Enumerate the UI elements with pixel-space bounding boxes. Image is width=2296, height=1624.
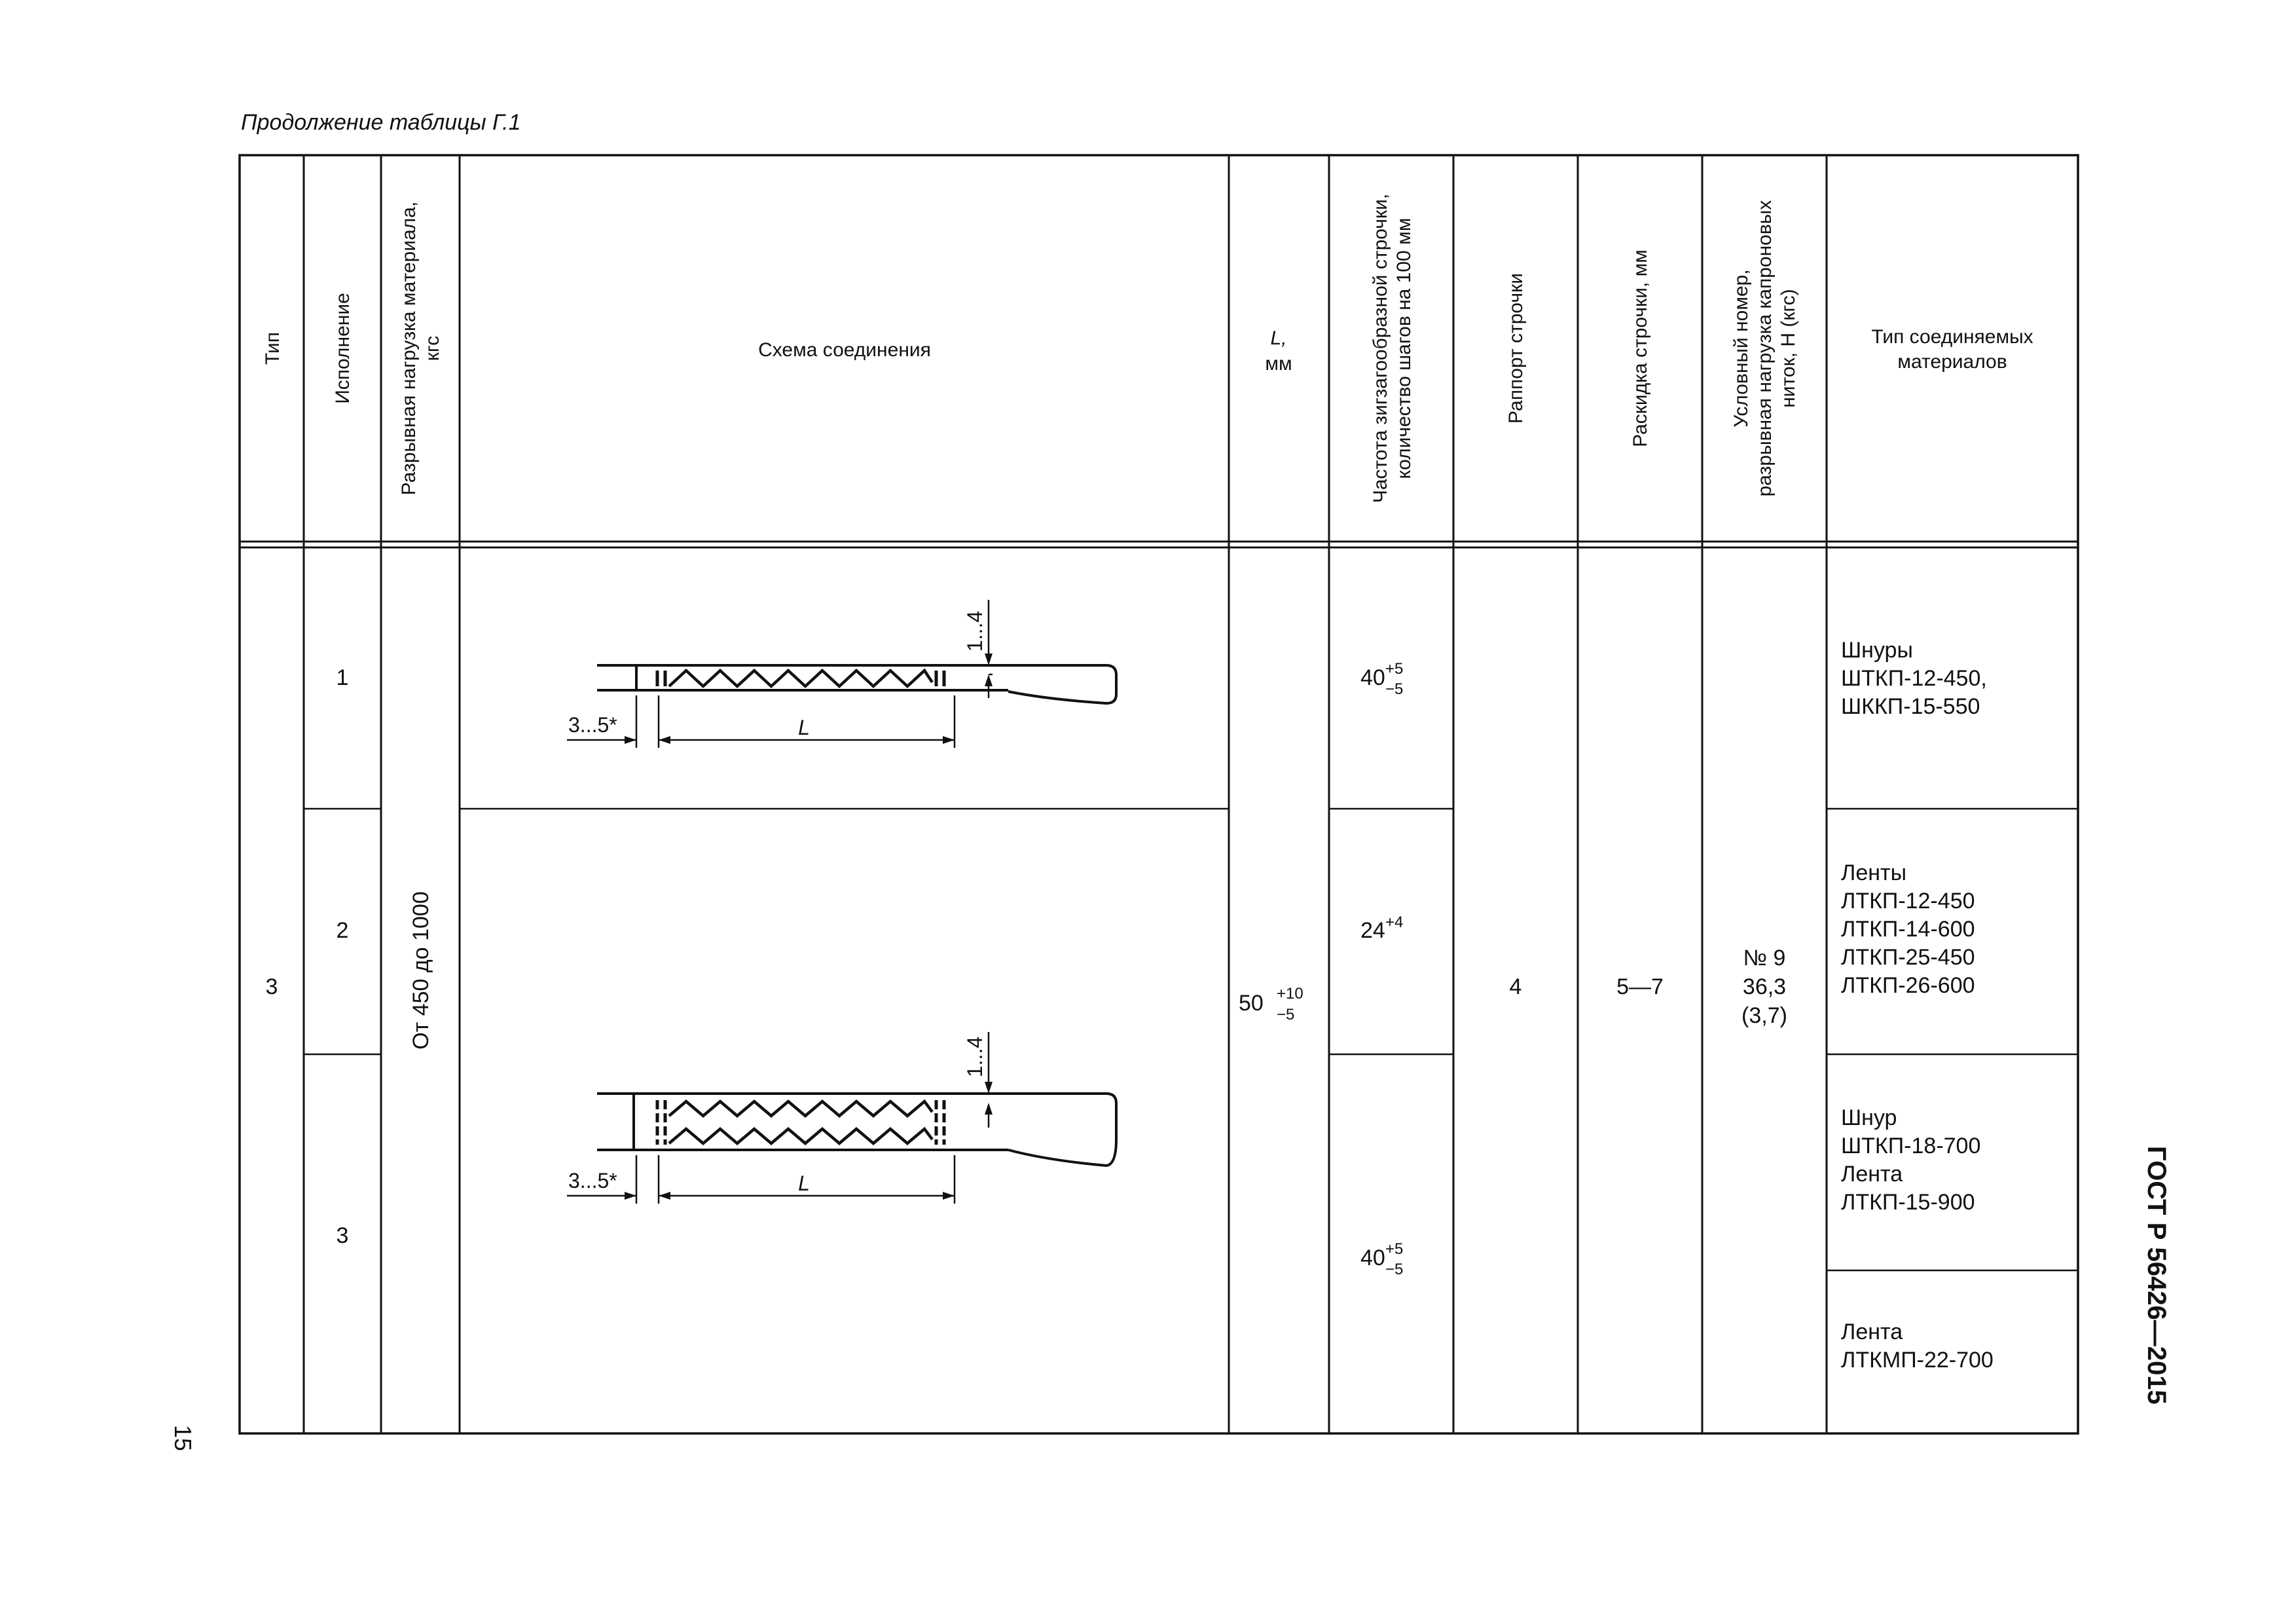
header-freq-line2: количество шагов на 100 мм — [1393, 217, 1415, 479]
scheme2-length-label: L — [798, 1172, 810, 1195]
cell-materials-3a-line3: Лента — [1841, 1162, 1903, 1187]
header-L: L, — [1270, 327, 1287, 349]
cell-materials-2-line4: ЛТКП-25-450 — [1841, 945, 1975, 970]
cell-L-sub: −5 — [1277, 1006, 1295, 1024]
scheme2-height-label: 1...4 — [963, 1036, 987, 1078]
cell-materials-3b-line1: Лента — [1841, 1320, 1903, 1344]
header-load-line1: Разрывная нагрузка материала, — [398, 201, 420, 496]
header-type: Тип — [262, 331, 283, 365]
cell-freq-3-sup: +5 — [1385, 1240, 1404, 1258]
header-rapport: Раппорт строчки — [1505, 273, 1527, 424]
cell-L-base: 50 — [1239, 991, 1264, 1016]
header-spread: Раскидка строчки, мм — [1630, 249, 1651, 447]
scheme1-height-label: 1...4 — [963, 610, 987, 652]
standard-designation: ГОСТ Р 56426—2015 — [2142, 1146, 2171, 1405]
header-variant: Исполнение — [332, 293, 354, 404]
scheme-drawing-2 — [567, 1032, 1116, 1204]
cell-materials-2-line2: ЛТКП-12-450 — [1841, 889, 1975, 913]
scheme-drawing-1 — [567, 600, 1116, 748]
cell-materials-2-line1: Ленты — [1841, 860, 1907, 885]
cell-freq-2-base: 24 — [1360, 918, 1385, 943]
cell-freq-1-base: 40 — [1360, 665, 1385, 690]
cell-rapport: 4 — [1509, 974, 1522, 999]
table-caption: Продолжение таблицы Г.1 — [241, 110, 521, 135]
cell-freq-3-sub: −5 — [1385, 1261, 1404, 1278]
scheme1-offset-label: 3...5* — [568, 713, 617, 737]
cell-variant-3: 3 — [336, 1223, 349, 1248]
header-thread-line1: Условный номер, — [1730, 269, 1752, 428]
cell-materials-2-line3: ЛТКП-14-600 — [1841, 917, 1975, 942]
cell-materials-1-line2: ШТКП-12-450, — [1841, 666, 1987, 691]
header-freq-line1: Частота зигзагообразной строчки, — [1370, 193, 1391, 504]
cell-freq-1-sub: −5 — [1385, 680, 1404, 698]
scheme1-length-label: L — [798, 716, 810, 739]
cell-variant-1: 1 — [336, 665, 349, 690]
cell-variant-2: 2 — [336, 918, 349, 943]
cell-freq-1-sup: +5 — [1385, 660, 1404, 678]
cell-materials-1-line1: Шнуры — [1841, 638, 1913, 663]
cell-load: От 450 до 1000 — [409, 891, 433, 1050]
cell-thread-line3: (3,7) — [1741, 1003, 1787, 1028]
cell-materials-3a-line4: ЛТКП-15-900 — [1841, 1190, 1975, 1215]
cell-L-sup: +10 — [1277, 985, 1303, 1003]
cell-materials-2-line5: ЛТКП-26-600 — [1841, 973, 1975, 998]
cell-materials-3a-line1: Шнур — [1841, 1105, 1897, 1130]
cell-spread: 5—7 — [1616, 974, 1664, 999]
cell-freq-3-base: 40 — [1360, 1246, 1385, 1270]
header-thread-line3: ниток, Н (кгс) — [1777, 289, 1799, 408]
cell-thread-line2: 36,3 — [1742, 974, 1787, 999]
cell-type: 3 — [265, 974, 278, 999]
header-materials-line1: Тип соединяемых — [1871, 326, 2033, 348]
header-load-line2: кгс — [422, 335, 443, 361]
cell-freq-2-sup: +4 — [1385, 913, 1404, 931]
cell-materials-3a-line2: ШТКП-18-700 — [1841, 1134, 1981, 1158]
header-materials-line2: материалов — [1897, 351, 2007, 373]
page-number: 15 — [170, 1425, 196, 1452]
header-scheme: Схема соединения — [758, 339, 931, 361]
cell-thread-line1: № 9 — [1743, 946, 1786, 970]
cell-materials-3b-line2: ЛТКМП-22-700 — [1841, 1348, 1994, 1373]
cell-materials-1-line3: ШККП-15-550 — [1841, 694, 1980, 719]
header-thread-line2: разрывная нагрузка капроновых — [1754, 200, 1776, 497]
header-L-unit: мм — [1265, 353, 1292, 375]
scheme2-offset-label: 3...5* — [568, 1169, 617, 1192]
